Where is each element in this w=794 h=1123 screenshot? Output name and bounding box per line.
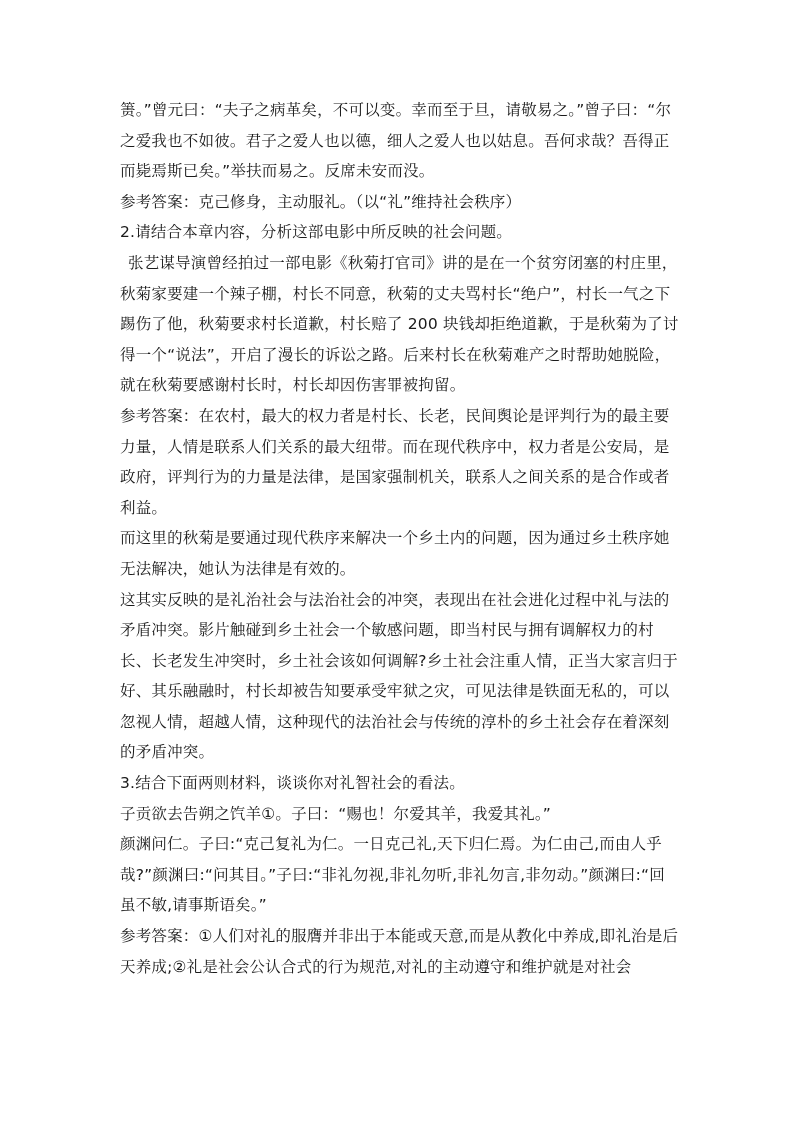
paragraph-answer-2: 参考答案：在农村，最大的权力者是村长、长老，民间舆论是评判行为的最主要力量，人情是联系人们关系的最大纽带。而在现代秩序中，权力者是公安局，是政府，评判行为的力量是法律，是国家强制机关，联系人之间关系的是合作或者利益。 [120, 406, 670, 517]
question-2-heading: 2.请结合本章内容，分析这部电影中所反映的社会问题。 [120, 223, 512, 242]
paragraph-conflict-analysis: 这其实反映的是礼治社会与法治社会的冲突，表现出在社会进化过程中礼与法的矛盾冲突。影片触碰到乡土社会一个敏感问题，即当村民与拥有调解权力的村长、长老发生冲突时，乡土社会该如何调解?乡土社会注重人情，正当大家言归于好、其乐融融时，村长却被告知要承受牢狱之灾，可见法律是铁面无私的，可以忽视人情，超越人情，这种现代的法治社会与传统的淳朴的乡土社会存在着深刻的矛盾冲突。 [120, 590, 678, 762]
question-3-heading: 3.结合下面两则材料，谈谈你对礼智社会的看法。 [120, 774, 465, 793]
paragraph-movie-synopsis: 张艺谋导演曾经拍过一部电影《秋菊打官司》讲的是在一个贫穷闭塞的村庄里，秋菊家要建一个辣子棚，村长不同意，秋菊的丈夫骂村长“绝户”，村长一气之下踢伤了他，秋菊要求村长道歉，村长赔了 200 块钱却拒绝道歉，于是秋菊为了讨得一个“说法”，开启了漫长的诉讼之路。后来村长在秋菊难产之时帮助她脱险，就在秋菊要感谢村长时，村长却因伤害罪被拘留。 [120, 253, 679, 395]
paragraph-answer-3: 参考答案：①人们对礼的服膺并非出于本能或天意,而是从教化中养成,即礼治是后天养成;②礼是社会公认合式的行为规范,对礼的主动遵守和维护就是对社会 [120, 927, 679, 976]
document-body [120, 95, 680, 982]
paragraph-quote-continuation: 箦。”曾元曰：“夫子之病革矣，不可以变。幸而至于旦，请敬易之。”曾子曰：“尔之爱我也不如彼。君子之爱人也以德，细人之爱人也以姑息。吾何求哉？吾得正而毙焉斯已矣。”举扶而易之。反席未安而没。 [120, 101, 672, 181]
paragraph-answer-1: 参考答案：克己修身，主动服礼。（以“礼”维持社会秩序） [120, 192, 522, 211]
paragraph-qiuju-analysis: 而这里的秋菊是要通过现代秩序来解决一个乡土内的问题，因为通过乡土秩序她无法解决，她认为法律是有效的。 [120, 529, 670, 578]
paragraph-material-2: 颜渊问仁。子曰:“克己复礼为仁。一日克己礼,天下归仁焉。为仁由己,而由人乎哉?”颜渊曰:“问其目。”子曰:“非礼勿视,非礼勿听,非礼勿言,非勿动。”颜渊曰:“回虽不敏,请事斯语矣。” [120, 835, 665, 915]
paragraph-material-1: 子贡欲去告朔之饩羊①。子曰：“赐也！尔爱其羊，我爱其礼。” [120, 804, 552, 823]
